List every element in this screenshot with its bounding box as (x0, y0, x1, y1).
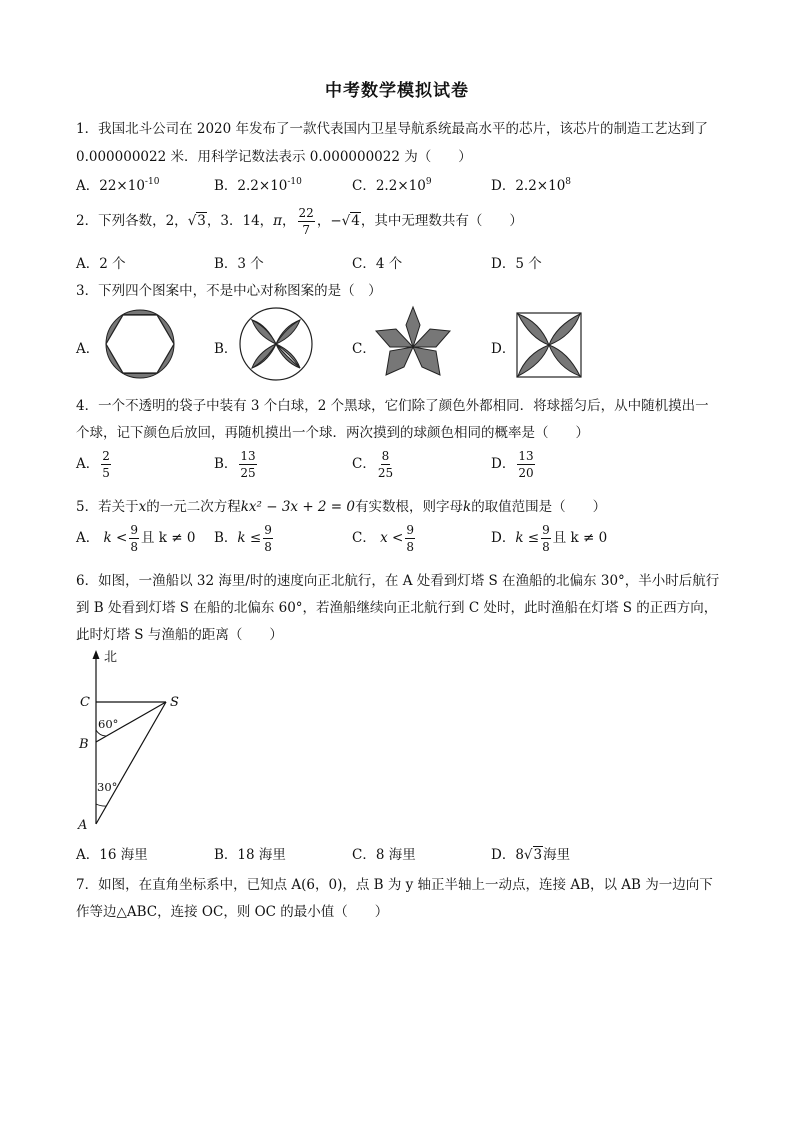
figure-d-pinwheel-square (516, 312, 582, 378)
q3-option-a[interactable]: A． (76, 341, 100, 357)
q2-option-c[interactable]: C．4 个 (352, 256, 403, 272)
q3-option-b[interactable]: B． (214, 341, 238, 357)
q1-stem-line2: 0.000000022 米．用科学记数法表示 0.000000022 为（ ） (76, 149, 472, 165)
q1-option-a[interactable]: A．$22\times 10^{-10}$ (76, 177, 160, 194)
q7-stem-line1: 7．如图，在直角坐标系中，已知点 A(6，0)，点 B 为 y 轴正半轴上一动点，连接 AB，以 AB 为一边向下 (76, 877, 713, 893)
q2-stem: 2．下列各数，2，√3，3．14，π， $\frac{22}{7}$ ，−√4，其中无理数共有（ ） (76, 206, 523, 237)
q4-option-a[interactable]: A． $\frac{2}{5}$ (76, 449, 110, 480)
q5-option-d[interactable]: D．k ≤ $\frac{9}{8}$ 且 k ≠ 0 (491, 523, 608, 554)
point-b-label: B (79, 737, 89, 752)
q6-stem-line3: 此时灯塔 S 与渔船的距离（ ） (76, 627, 283, 643)
q6-stem-line2: 到 B 处看到灯塔 S 在船的北偏东 60°，若渔船继续向正北航行到 C 处时，此时渔船在灯塔 S 的正西方向， (76, 600, 718, 616)
q6-option-c[interactable]: C．8 海里 (352, 847, 416, 863)
figure-c-five-petal-star (374, 305, 452, 381)
angle-60-label: 60° (98, 717, 119, 731)
q4-stem-line1: 4．一个不透明的袋子中装有 3 个白球，2 个黑球，它们除了颜色外都相同．将球摇匀后，从中随机摸出一 (76, 398, 709, 414)
q6-option-b[interactable]: B．18 海里 (214, 847, 286, 863)
q6-option-a[interactable]: A．16 海里 (76, 847, 148, 863)
q7-stem-line2: 作等边△ABC，连接 OC，则 OC 的最小值（ ） (76, 904, 389, 920)
figure-b-four-petal-circle (238, 306, 314, 382)
q4-stem-line2: 个球，记下颜色后放回，再随机摸出一个球．两次摸到的球颜色相同的概率是（ ） (76, 425, 589, 441)
angle-30-label: 30° (97, 780, 118, 794)
q5-stem: 5．若关于x的一元二次方程kx² − 3x + 2 = 0有实数根，则字母k的取值范围是（ ） (76, 499, 607, 515)
q3-option-d[interactable]: D． (491, 341, 516, 357)
q4-option-d[interactable]: D． $\frac{13}{20}$ (491, 449, 534, 480)
north-label: 北 (104, 650, 118, 665)
q1-stem-line1: 1．我国北斗公司在 2020 年发布了一款代表国内卫星导航系统最高水平的芯片，该芯片的制造工艺达到了 (76, 121, 709, 137)
q4-option-b[interactable]: B． $\frac{13}{25}$ (214, 449, 256, 480)
point-s-label: S (170, 695, 179, 710)
q6-option-d[interactable]: D．8√3海里 (491, 847, 571, 863)
q1-option-d[interactable]: D．$2.2\times 10^8$ (491, 177, 572, 194)
q4-option-c[interactable]: C． $\frac{8}{25}$ (352, 449, 394, 480)
q5-option-b[interactable]: B．k ≤ $\frac{9}{8}$ (214, 523, 272, 554)
q2-option-b[interactable]: B．3 个 (214, 256, 264, 272)
q6-stem-line1: 6．如图，一渔船以 32 海里/时的速度向正北航行，在 A 处看到灯塔 S 在渔船的北偏东 30°，半小时后航行 (76, 573, 720, 589)
q2-option-d[interactable]: D．5 个 (491, 256, 542, 272)
q5-option-c[interactable]: C． x < $\frac{9}{8}$ (352, 523, 414, 554)
q3-option-c[interactable]: C． (352, 341, 376, 357)
figure-a-circle-hexagon (103, 307, 177, 381)
page-title: 中考数学模拟试卷 (325, 81, 469, 101)
q6-navigation-diagram (74, 648, 194, 833)
q1-option-b[interactable]: B．$2.2\times 10^{-10}$ (214, 177, 302, 194)
q5-option-a[interactable]: A． k < $\frac{9}{8}$ 且 k ≠ 0 (76, 523, 196, 554)
point-c-label: C (80, 695, 90, 710)
q1-option-c[interactable]: C．$2.2\times 10^9$ (352, 177, 432, 194)
q3-stem: 3．下列四个图案中，不是中心对称图案的是（ ） (76, 283, 382, 299)
point-a-label: A (78, 818, 88, 833)
q2-option-a[interactable]: A．2 个 (76, 256, 126, 272)
